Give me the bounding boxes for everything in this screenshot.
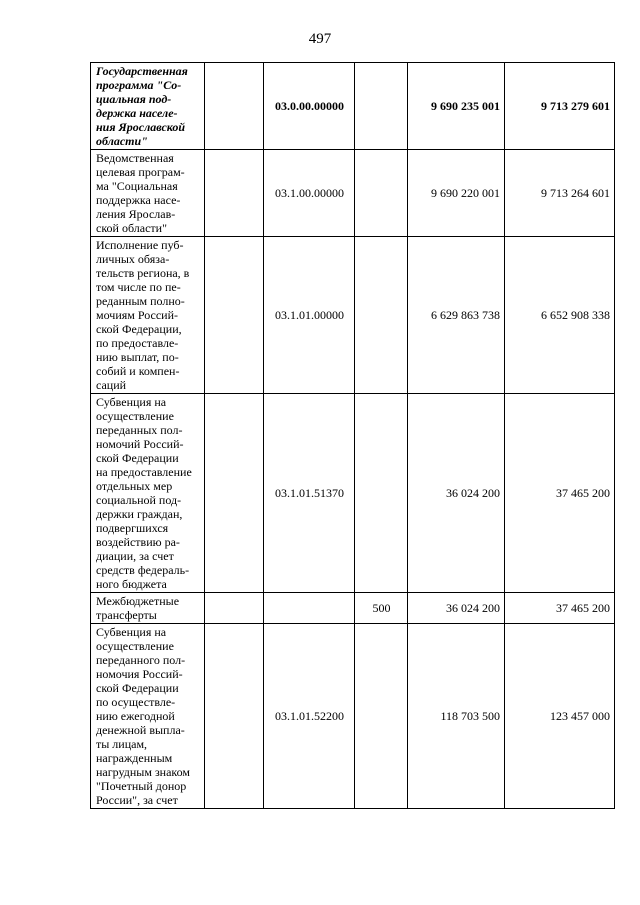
- row-sum-2: 9 713 264 601: [505, 150, 615, 237]
- row-sum-1: 118 703 500: [408, 624, 505, 809]
- row-name: Межбюджетные трансферты: [91, 593, 205, 624]
- table-row: [91, 593, 615, 624]
- row-sum-2: 9 713 279 601: [505, 63, 615, 150]
- row-sum-1: 6 629 863 738: [408, 237, 505, 394]
- row-code: 03.0.00.00000: [264, 63, 355, 150]
- row-expense-type: [355, 394, 408, 593]
- row-code: [264, 593, 355, 624]
- row-sum-2: 123 457 000: [505, 624, 615, 809]
- row-col2: [205, 150, 264, 237]
- row-sum-2: 6 652 908 338: [505, 237, 615, 394]
- row-expense-type: 500: [355, 593, 408, 624]
- row-name: Исполнение пуб- личных обяза- тельств региона, в том числе по пе- реданным полно- мочиям Россий- ской Федерации, по предоставле- нию выплат, по- собий и компен- саций: [91, 237, 205, 394]
- row-col2: [205, 237, 264, 394]
- table-row: [91, 63, 615, 150]
- row-code: 03.1.00.00000: [264, 150, 355, 237]
- row-col2: [205, 624, 264, 809]
- row-expense-type: [355, 150, 408, 237]
- row-code: 03.1.01.51370: [264, 394, 355, 593]
- row-sum-1: 9 690 220 001: [408, 150, 505, 237]
- row-code: 03.1.01.52200: [264, 624, 355, 809]
- row-code: 03.1.01.00000: [264, 237, 355, 394]
- table-row: [91, 624, 615, 809]
- row-expense-type: [355, 237, 408, 394]
- row-name: Ведомственная целевая програм- ма "Социальная поддержка насе- ления Ярослав- ской области": [91, 150, 205, 237]
- table-row: [91, 150, 615, 237]
- row-sum-2: 37 465 200: [505, 394, 615, 593]
- row-sum-1: 9 690 235 001: [408, 63, 505, 150]
- table-row: [91, 394, 615, 593]
- row-name: Государственная программа "Со- циальная под- держка населе- ния Ярославской области": [91, 63, 205, 150]
- row-sum-1: 36 024 200: [408, 394, 505, 593]
- row-col2: [205, 593, 264, 624]
- row-expense-type: [355, 63, 408, 150]
- row-col2: [205, 63, 264, 150]
- row-sum-1: 36 024 200: [408, 593, 505, 624]
- row-sum-2: 37 465 200: [505, 593, 615, 624]
- page-number: 497: [308, 31, 332, 47]
- row-expense-type: [355, 624, 408, 809]
- table-row: [91, 237, 615, 394]
- row-name: Субвенция на осуществление переданных пол- номочий Россий- ской Федерации на предоставление отдельных мер социальной под- держки граждан, подвергшихся воздействию ра- диации, за счет средств федераль- ного бюджета: [91, 394, 205, 593]
- row-name: Субвенция на осуществление переданного пол- номочия Россий- ской Федерации по осуществле- нию ежегодной денежной выпла- ты лицам, награжденным нагрудным знаком "Почетный донор России", за счет: [91, 624, 205, 809]
- budget-table: [90, 62, 615, 809]
- row-col2: [205, 394, 264, 593]
